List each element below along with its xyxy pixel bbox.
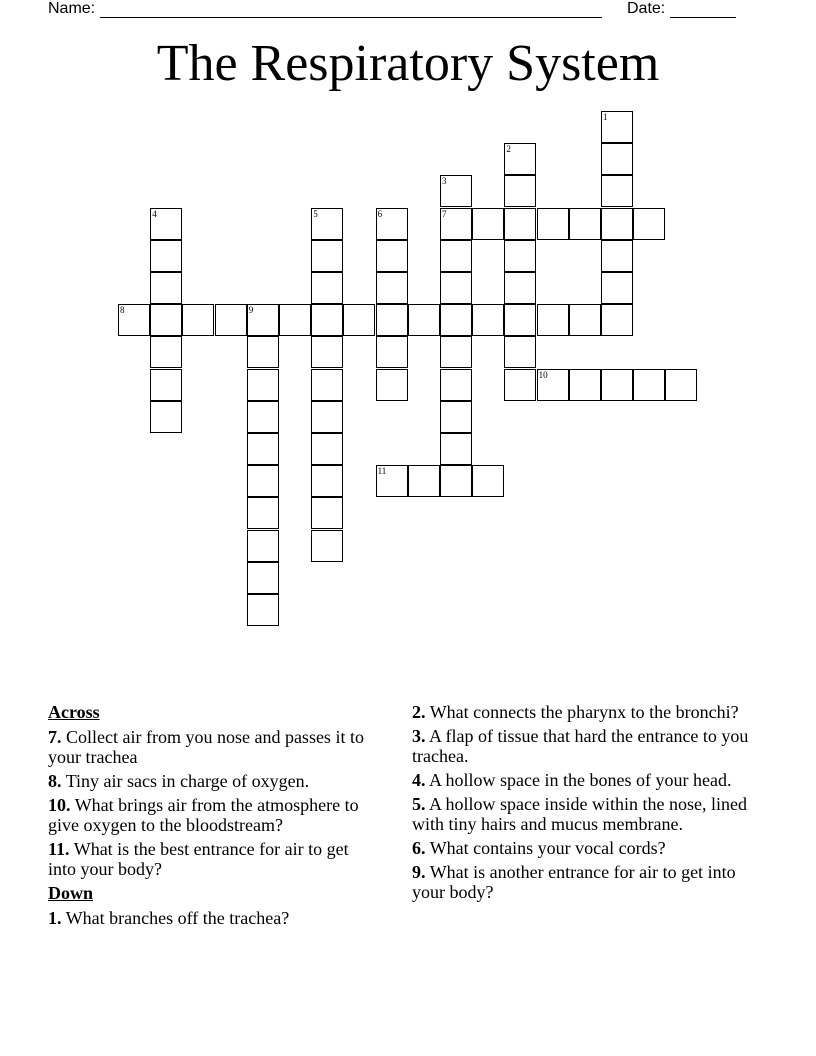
crossword-cell[interactable] (408, 465, 440, 497)
clue-text: What branches off the trachea? (65, 908, 290, 928)
clue-across-7 (48, 727, 378, 767)
crossword-cell[interactable] (376, 304, 408, 336)
date-label: Date: (627, 0, 666, 17)
clue-number: 5. (412, 794, 426, 814)
crossword-cell[interactable] (504, 304, 536, 336)
across-heading: Across (48, 702, 100, 722)
crossword-cell[interactable] (472, 208, 504, 240)
clue-number: 6. (412, 838, 426, 858)
crossword-cell[interactable] (440, 336, 472, 368)
cell-number: 11 (377, 466, 387, 477)
crossword-cell[interactable] (247, 336, 279, 368)
crossword-cell[interactable] (247, 465, 279, 497)
crossword-cell[interactable] (311, 401, 343, 433)
clue-number: 2. (412, 702, 426, 722)
crossword-cell[interactable] (633, 369, 665, 401)
crossword-cell[interactable] (601, 240, 633, 272)
crossword-cell[interactable] (376, 272, 408, 304)
cell-number: 1 (603, 112, 608, 122)
crossword-cell[interactable] (633, 208, 665, 240)
clue-number: 9. (412, 862, 426, 882)
clue-down-5 (412, 794, 762, 834)
clue-down-9 (412, 862, 762, 902)
crossword-cell[interactable] (376, 369, 408, 401)
page-title: The Respiratory System (156, 35, 660, 92)
crossword-cell[interactable] (247, 594, 279, 626)
crossword-cell[interactable] (504, 336, 536, 368)
cell-number: 4 (152, 208, 157, 219)
crossword-cell[interactable] (440, 369, 472, 401)
clue-number: 10. (48, 795, 71, 815)
crossword-cell[interactable] (601, 143, 633, 175)
crossword-cell[interactable] (601, 208, 633, 240)
crossword-cell[interactable] (150, 240, 182, 272)
crossword-cell[interactable] (215, 304, 247, 336)
clue-text: What contains your vocal cords? (429, 838, 666, 858)
clue-text: What is another entrance for air to get into your body? (412, 862, 736, 902)
crossword-cell[interactable] (440, 304, 472, 336)
clues-left-column (48, 702, 378, 932)
crossword-cell[interactable] (247, 433, 279, 465)
clue-text: A hollow space in the bones of your head. (429, 770, 732, 790)
crossword-cell[interactable] (569, 304, 601, 336)
crossword-cell[interactable] (150, 369, 182, 401)
crossword-cell[interactable] (504, 208, 536, 240)
crossword-cell[interactable] (247, 562, 279, 594)
crossword-cell[interactable] (408, 304, 440, 336)
cell-number: 5 (313, 208, 318, 219)
clue-across-10 (48, 795, 378, 835)
cell-number: 9 (248, 305, 254, 316)
crossword-cell[interactable] (311, 240, 343, 272)
clue-down-3 (412, 726, 762, 766)
clue-number: 11. (48, 839, 70, 859)
crossword-cell[interactable] (150, 304, 182, 336)
crossword-cell[interactable] (440, 465, 472, 497)
crossword-cell[interactable] (601, 369, 633, 401)
cell-number: 10 (538, 369, 548, 380)
crossword-cell[interactable] (504, 369, 536, 401)
clue-number: 8. (48, 771, 62, 791)
crossword-cell[interactable] (537, 208, 569, 240)
crossword-cell[interactable] (504, 240, 536, 272)
crossword-cell[interactable] (569, 208, 601, 240)
crossword-cell[interactable] (601, 304, 633, 336)
crossword-cell[interactable] (601, 272, 633, 304)
crossword-cell[interactable] (150, 401, 182, 433)
crossword-cell[interactable] (311, 272, 343, 304)
crossword-cell[interactable] (311, 530, 343, 562)
clue-number: 3. (412, 726, 426, 746)
clue-text: A hollow space inside within the nose, lined with tiny hairs and mucus membrane. (412, 794, 747, 834)
crossword-cell[interactable] (440, 272, 472, 304)
clue-number: 1. (48, 908, 62, 928)
crossword-cell[interactable] (504, 272, 536, 304)
crossword-cell[interactable] (311, 336, 343, 368)
clue-number: 4. (412, 770, 426, 790)
crossword-cell[interactable] (311, 497, 343, 529)
crossword-cell[interactable] (569, 369, 601, 401)
crossword-cell[interactable] (376, 336, 408, 368)
crossword-cell[interactable] (665, 369, 697, 401)
crossword-cell[interactable] (440, 433, 472, 465)
crossword-cell[interactable] (376, 240, 408, 272)
clue-down-6 (412, 838, 762, 858)
clue-text: A flap of tissue that hard the entrance to you trachea. (412, 726, 749, 766)
clue-down-1 (48, 908, 378, 928)
crossword-cell[interactable] (311, 465, 343, 497)
clue-down-4 (412, 770, 762, 790)
crossword-cell[interactable] (504, 175, 536, 207)
crossword-cell[interactable] (311, 433, 343, 465)
clue-text: What brings air from the atmosphere to give oxygen to the bloodstream? (48, 795, 359, 835)
clue-text: What connects the pharynx to the bronchi? (429, 702, 739, 722)
clue-text: What is the best entrance for air to get into your body? (48, 839, 349, 879)
name-label: Name: (48, 0, 96, 17)
crossword-cell[interactable] (343, 304, 375, 336)
crossword-cell[interactable] (247, 401, 279, 433)
down-heading: Down (48, 883, 94, 903)
crossword-cell[interactable] (247, 497, 279, 529)
clue-number: 7. (48, 727, 62, 747)
cell-number: 6 (377, 208, 383, 219)
crossword-cell[interactable] (601, 175, 633, 207)
crossword-cell[interactable] (472, 304, 504, 336)
crossword-cell[interactable] (150, 272, 182, 304)
clue-across-11 (48, 839, 378, 879)
crossword-cell[interactable] (182, 304, 214, 336)
clue-text: Collect air from you nose and passes it to your trachea (48, 727, 364, 767)
crossword-cell[interactable] (440, 401, 472, 433)
cell-number: 7 (442, 208, 447, 219)
cell-number: 2 (506, 144, 511, 155)
crossword-cell[interactable] (150, 336, 182, 368)
clue-across-8 (48, 771, 378, 791)
cell-number: 8 (120, 305, 125, 316)
clue-text: Tiny air sacs in charge of oxygen. (65, 771, 310, 791)
crossword-cell[interactable] (247, 369, 279, 401)
crossword-cell[interactable] (247, 530, 279, 562)
crossword-cell[interactable] (279, 304, 311, 336)
crossword-cell[interactable] (311, 369, 343, 401)
crossword-cell[interactable] (472, 465, 504, 497)
crossword-cell[interactable] (537, 304, 569, 336)
clue-down-2 (412, 702, 762, 722)
cell-number: 3 (442, 176, 447, 187)
clues-right-column (412, 702, 762, 906)
crossword-cell[interactable] (440, 240, 472, 272)
crossword-cell[interactable] (311, 304, 343, 336)
